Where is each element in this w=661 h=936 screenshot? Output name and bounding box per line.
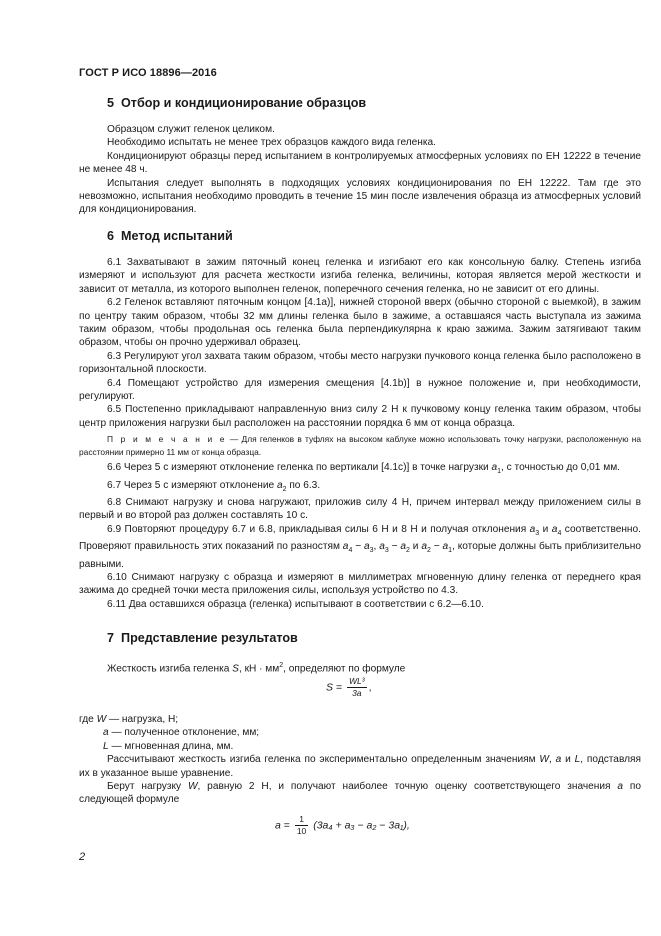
section-6-heading xyxy=(107,229,233,243)
text: — полученное отклонение, мм; xyxy=(108,727,260,739)
paragraph: 6.2 Геленок вставляют пяточным концом [4.1а)], нижней стороной вверх (обычно стороной с выемкой), в зажим по центру таким образом, чтобы 32 мм длины геленка было в зажиме, а оставшаяся часть выступала из зажима таким образом, чтобы продольная ось геленка была перпендикулярна к краю зажима. Зажим затягивают таким образом, чтобы он прочно удерживал образец. xyxy=(79,297,641,349)
paragraph: 6.5 Постепенно прикладывают направленную вниз силу 2 Н к пучковому концу геленка таким образом, чтобы центр приложения нагрузки был расположен на расстоянии порядка 6 мм от конца образца. xyxy=(79,404,641,429)
text: — нагрузка, Н; xyxy=(106,714,179,725)
section-number: 7 xyxy=(107,631,115,645)
paragraph: 6.6 Через 5 с измеряют отклонение геленка по вертикали [4.1с)] в точке нагрузки $a_1$, с точностью до 0,01 мм. xyxy=(107,462,620,476)
note-text: — Для геленков в туфлях на высоком каблуке можно использовать точку нагрузки, расположенную на расстоянии примерно 11 мм от конца образца. xyxy=(79,434,641,457)
paragraph: 6.7 Через 5 с измеряют отклонение $a_2$ по 6.3. xyxy=(107,479,321,493)
paragraph: Испытания следует выполнять в подходящих условиях кондиционирования по ЕН 12222. Там где это невозможно, испытания необходимо проводить в течение 15 мин после извлечения образца из атмосферных условий для кондиционирования. xyxy=(79,177,641,216)
formula-body: (3a₄ + a₃ − a₂ − 3a₁), xyxy=(313,819,410,832)
section-7-intro xyxy=(79,659,641,676)
equals-sign: = xyxy=(283,819,290,832)
paragraph: Жесткость изгиба геленка S, кН · $мм^2$, определяют по формуле xyxy=(107,662,406,675)
definition-a: a — полученное отклонение, мм; xyxy=(103,727,260,739)
section-5-heading xyxy=(107,96,366,110)
text: , которые должны быть приблизительно равными. xyxy=(79,541,641,570)
paragraph: Рассчитывают жесткость изгиба геленка по экспериментально определенным значениям W, a и L, подставляя их в указанное выше уравнение. xyxy=(79,754,641,779)
text: по 6.3. xyxy=(286,479,321,491)
paragraph: Кондиционируют образцы перед испытанием в контролируемых атмосферных условиях по ЕН 12222 в течение не менее 48 ч. xyxy=(79,150,641,176)
paragraph: 6.9 Повторяют процедуру 6.7 и 6.8, прикладывая силы 6 Н и 8 Н и получая отклонения $a_3$ и $a_4$ соответственно. Проверяют правильность этих показаний по разностям $a_4 - a_3$, $a_3 - a_2$ и $a_2 - a_1$, которые должны быть приблизительно равными. xyxy=(79,523,641,570)
paragraph: 6.1 Захватывают в зажим пяточный конец геленка и изгибают его как консольную балку. Степень изгиба измеряют и используют для расчета жесткости изгиба геленка, величины, которая является мерой жесткости и зависит от металла, из которого выполнен геленок, поперечного сечения геленка, но не зависит от его длины. xyxy=(79,257,641,295)
note xyxy=(79,433,641,458)
paragraph: 6.10 Снимают нагрузку с образца и измеряют в миллиметрах мгновенную длину геленка от переднего края зажима до средней точки места приложения силы, используя устройство по 4.3. xyxy=(79,572,641,597)
formula-tail: , xyxy=(368,681,372,694)
note-label: П р и м е ч а н и е xyxy=(107,434,227,445)
section-7-body xyxy=(79,713,641,807)
paragraph: 6.8 Снимают нагрузку и снова нагружают, приложив силу 4 Н, причем интервал между приложением силы в первый и во второй раз должен составлять 10 с. xyxy=(79,496,641,522)
text: , подставляя их в указанное выше уравнение. xyxy=(79,754,641,779)
definition-l: L — мгновенная длина, мм. xyxy=(103,740,234,752)
paragraph: 6.3 Регулируют угол захвата таким образом, чтобы место нагрузки пучкового конца геленка было расположено в горизонтальной плоскости. xyxy=(79,350,641,376)
text: 6.9 Повторяют процедуру 6.7 и 6.8, прикладывая силы 6 Н и 8 Н и получая отклонения xyxy=(107,523,530,535)
text: Рассчитывают жесткость изгиба геленка по экспериментально определенным значениям xyxy=(107,754,540,766)
text: , кН · мм xyxy=(238,663,280,675)
numerator: WL³ xyxy=(349,676,365,686)
section-7-heading xyxy=(107,631,298,645)
paragraph: Необходимо испытать не менее трех образцов каждого вида геленка. xyxy=(107,137,436,149)
formula-lhs: a xyxy=(275,819,281,832)
section-title: Метод испытаний xyxy=(121,229,233,243)
text: 6.7 Через 5 с измеряют отклонение xyxy=(107,479,277,491)
document-header: ГОСТ Р ИСО 18896—2016 xyxy=(79,67,217,79)
text: по следующей формуле xyxy=(79,781,641,806)
text: — мгновенная длина, мм. xyxy=(108,740,234,752)
denominator: 10 xyxy=(296,826,307,836)
formula-stiffness xyxy=(326,676,372,699)
paragraph: Берут нагрузку W, равную 2 Н, и получают наиболее точную оценку соответствующего значения a по следующей формуле xyxy=(79,781,641,806)
numerator: 1 xyxy=(295,814,308,826)
formula-lhs: S xyxy=(326,681,334,694)
equals-sign: = xyxy=(335,681,343,694)
text: соответственно. Проверяют правильность этих показаний по разностям xyxy=(79,523,641,553)
text: где xyxy=(79,714,97,725)
text: Жесткость изгиба геленка xyxy=(107,663,233,675)
text: , с точностью до 0,01 мм. xyxy=(501,462,620,474)
text: Берут нагрузку xyxy=(107,781,188,793)
text: и xyxy=(561,754,575,766)
section-title: Отбор и кондиционирование образцов xyxy=(121,96,367,110)
section-5-body xyxy=(79,123,641,217)
fraction xyxy=(347,676,367,699)
text: 6.6 Через 5 с измеряют отклонение геленка по вертикали [4.1с)] в точке нагрузки xyxy=(107,462,492,474)
text: , определяют по формуле xyxy=(283,663,406,675)
page-number: 2 xyxy=(79,851,86,863)
paragraph: 6.11 Два оставшихся образца (геленка) испытывают в соответствии с 6.2—6.10. xyxy=(107,598,484,610)
paragraph: 6.4 Помещают устройство для измерения смещения [4.1b)] в нужное положение и, при необходимости, регулируют. xyxy=(79,377,641,403)
text: и xyxy=(539,523,552,535)
definition-w: где W — нагрузка, Н; xyxy=(79,714,179,725)
fraction xyxy=(295,814,308,837)
text: , равную 2 Н, и получают наиболее точную оценку соответствующего значения xyxy=(197,781,618,793)
section-6-body xyxy=(79,256,641,611)
formula-deflection xyxy=(275,814,410,837)
section-title: Представление результатов xyxy=(121,631,298,645)
section-number: 6 xyxy=(107,229,115,243)
paragraph: Образцом служит геленок целиком. xyxy=(107,124,275,135)
section-number: 5 xyxy=(107,96,115,110)
denominator: 3a xyxy=(352,688,362,698)
